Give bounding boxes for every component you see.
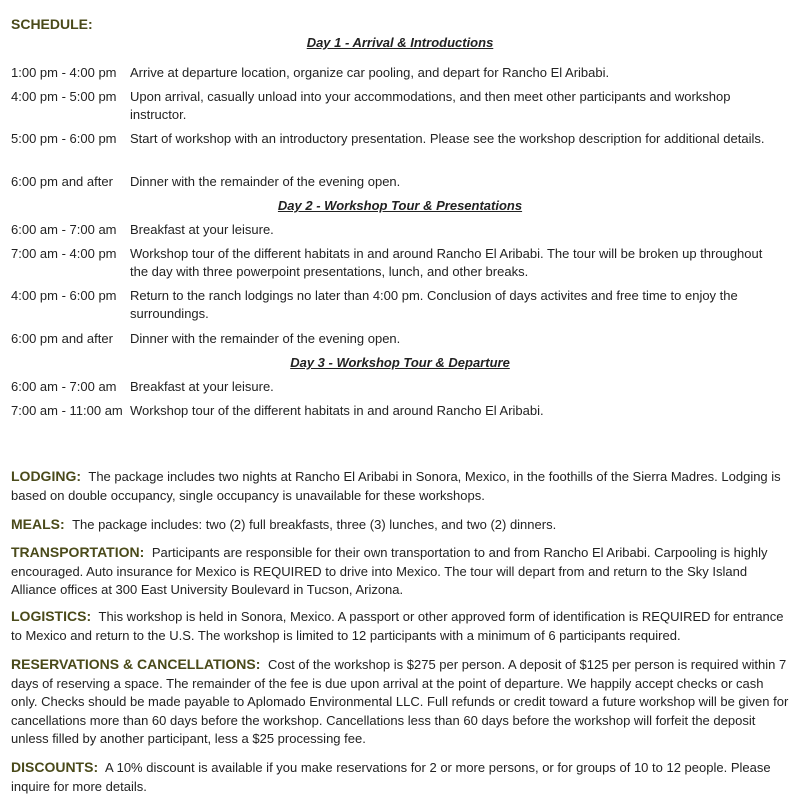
schedule-time: 7:00 am - 11:00 am bbox=[11, 403, 123, 418]
discounts-section bbox=[11, 758, 791, 796]
transportation-section bbox=[11, 543, 791, 600]
transportation-text: Participants are responsible for their own transportation to and from Rancho El Aribabi. Carpooling is highly encouraged. Auto insurance for Mexico is REQUIRED to drive into Mexico. The tour will depart from and return to the Sky Island Alliance offices at 300 East University Boulevard in Tucson, Arizona. bbox=[11, 545, 768, 597]
schedule-heading: SCHEDULE: bbox=[11, 16, 93, 32]
schedule-desc: Upon arrival, casually unload into your accommodations, and then meet other participants and workshop instructor. bbox=[130, 89, 731, 122]
logistics-text: This workshop is held in Sonora, Mexico. A passport or other approved form of identification is REQUIRED for entrance to Mexico and return to the U.S. The workshop is limited to 12 participants with a minimum of 6 participants required. bbox=[11, 609, 784, 643]
schedule-time: 6:00 am - 7:00 am bbox=[11, 379, 117, 394]
schedule-desc: Dinner with the remainder of the evening open. bbox=[130, 331, 401, 346]
lodging-section bbox=[11, 467, 791, 505]
schedule-time: 6:00 am - 7:00 am bbox=[11, 222, 117, 237]
schedule-time: 4:00 pm - 6:00 pm bbox=[11, 288, 117, 303]
logistics-section bbox=[11, 607, 791, 645]
day-1-title: Day 1 - Arrival & Introductions bbox=[306, 35, 494, 50]
schedule-desc: Workshop tour of the different habitats in and around Rancho El Aribabi. bbox=[130, 403, 544, 418]
transportation-label: TRANSPORTATION: bbox=[11, 544, 145, 560]
discounts-label: DISCOUNTS: bbox=[11, 759, 99, 775]
day-3-title: Day 3 - Workshop Tour & Departure bbox=[290, 355, 510, 370]
reservations-section bbox=[11, 655, 791, 749]
schedule-desc: Breakfast at your leisure. bbox=[130, 379, 274, 394]
schedule-desc: Dinner with the remainder of the evening open. bbox=[130, 174, 401, 189]
schedule-desc: Arrive at departure location, organize car pooling, and depart for Rancho El Aribabi. bbox=[130, 65, 610, 80]
schedule-row bbox=[11, 287, 791, 323]
schedule-time: 6:00 pm and after bbox=[11, 331, 113, 346]
reservations-text: Cost of the workshop is $275 per person. A deposit of $125 per person is required within 7 days of reserving a space. The remainder of the fee is due upon arrival at the point of departure. We happily accept checks or cash only. Checks should be made payable to Aplomado Environmental LLC. Full refunds or credit toward a future workshop will be given for cancellations more than 60 days before the workshop. Cancellations less than 60 days before the workshop will forfeit the deposit unless filled by another participant, less a $25 processing fee. bbox=[11, 657, 789, 746]
schedule-row bbox=[11, 88, 791, 124]
schedule-row bbox=[11, 378, 791, 396]
schedule-time: 1:00 pm - 4:00 pm bbox=[11, 65, 117, 80]
schedule-row bbox=[11, 130, 791, 148]
schedule-row bbox=[11, 245, 791, 281]
schedule-row bbox=[11, 173, 791, 191]
schedule-time: 6:00 pm and after bbox=[11, 174, 113, 189]
schedule-row bbox=[11, 402, 791, 420]
lodging-label: LODGING: bbox=[11, 468, 81, 484]
schedule-time: 5:00 pm - 6:00 pm bbox=[11, 131, 117, 146]
lodging-text: The package includes two nights at Rancho El Aribabi in Sonora, Mexico, in the foothills of the Sierra Madres. Lodging is based on double occupancy, single occupancy is unavailable for these workshops. bbox=[11, 469, 781, 503]
meals-text: The package includes: two (2) full breakfasts, three (3) lunches, and two (2) dinners. bbox=[72, 517, 557, 532]
logistics-label: LOGISTICS: bbox=[11, 608, 92, 624]
schedule-row bbox=[11, 330, 791, 348]
schedule-desc: Return to the ranch lodgings no later than 4:00 pm. Conclusion of days activites and free time to enjoy the surroundings. bbox=[130, 288, 738, 321]
schedule-row bbox=[11, 221, 791, 239]
schedule-desc: Start of workshop with an introductory presentation. Please see the workshop description for additional details. bbox=[130, 131, 765, 146]
schedule-row bbox=[11, 64, 791, 82]
reservations-label: RESERVATIONS & CANCELLATIONS: bbox=[11, 656, 261, 672]
schedule-desc: Breakfast at your leisure. bbox=[130, 222, 274, 237]
schedule-time: 4:00 pm - 5:00 pm bbox=[11, 89, 117, 104]
meals-label: MEALS: bbox=[11, 516, 65, 532]
schedule-desc: Workshop tour of the different habitats in and around Rancho El Aribabi. The tour will be broken up throughout the day with three powerpoint presentations, lunch, and other breaks. bbox=[130, 246, 763, 279]
discounts-text: A 10% discount is available if you make reservations for 2 or more persons, or for groups of 10 to 12 people. Please inquire for more details. bbox=[11, 760, 771, 794]
day-2-title: Day 2 - Workshop Tour & Presentations bbox=[277, 198, 523, 213]
meals-section bbox=[11, 515, 791, 535]
schedule-time: 7:00 am - 4:00 pm bbox=[11, 246, 117, 261]
